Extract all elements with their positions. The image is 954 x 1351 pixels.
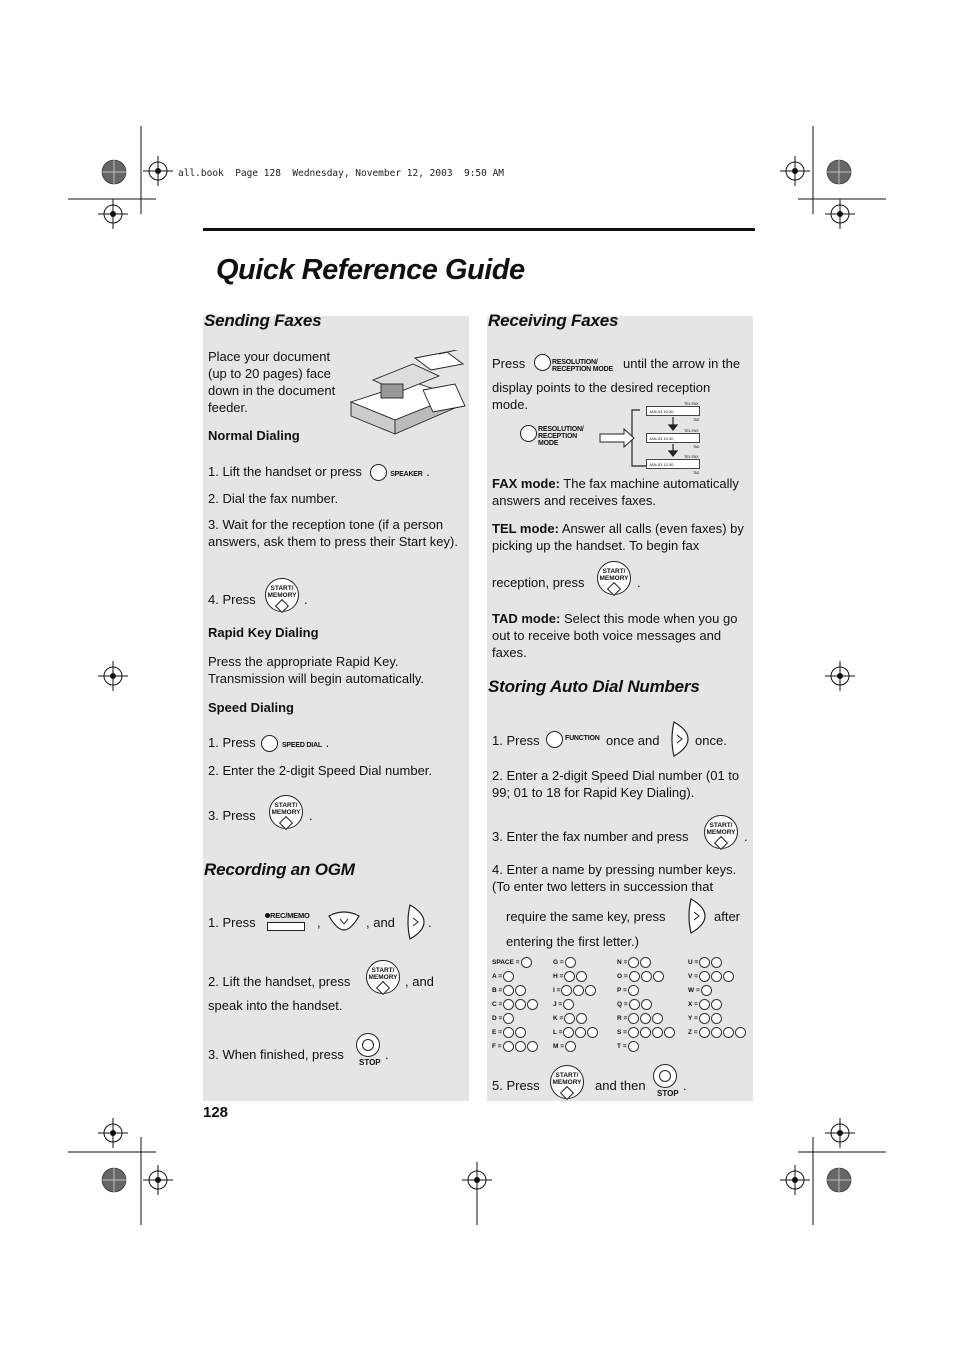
receiving-faxes-title: Receiving Faxes — [488, 311, 619, 330]
lcd-tad-3: TAD — [693, 471, 700, 475]
start-memory-button[interactable]: START/ MEMORY — [550, 1065, 584, 1099]
resolution-label: RESOLUTION/ RECEPTION MODE — [538, 426, 584, 447]
normal-step-2: 2. Dial the fax number. — [208, 491, 339, 506]
storing-step-4d: entering the first letter.) — [506, 934, 639, 949]
start-diamond-icon — [275, 599, 289, 613]
normal-step-1: 1. Lift the handset or press SPEAKER . — [208, 463, 430, 481]
storing-and-then: and then — [595, 1078, 646, 1093]
right-arrow-button[interactable] — [404, 903, 426, 941]
ogm-step-2b: , and — [405, 974, 434, 989]
speed-step-2: 2. Enter the 2-digit Speed Dial number. — [208, 763, 433, 778]
function-button[interactable] — [546, 731, 563, 748]
ogm-step-2a: 2. Lift the handset, press — [208, 974, 351, 989]
rapid-key-text: Press the appropriate Rapid Key. Transmission will begin automatically. — [208, 654, 425, 686]
fax-mode: FAX mode: The fax machine automatically answers and receives faxes. — [492, 476, 739, 508]
stop-label: STOP — [657, 1089, 679, 1098]
key-table-col-3: N = O = P = Q = R = S = T = — [617, 956, 675, 1054]
start-diamond-icon — [376, 981, 390, 995]
start-memory-button[interactable]: START/ MEMORY — [366, 960, 400, 994]
key-table-col-2: G = H = I = J = K = L = M = — [553, 956, 598, 1054]
normal-step-3: 3. Wait for the reception tone (if a person answers, ask them to press their Start key). — [208, 517, 458, 549]
title-rule — [203, 228, 755, 231]
receiving-press: Press — [492, 356, 526, 371]
storing-step-4b: require the same key, press — [506, 909, 666, 924]
storing-step-3: 3. Enter the fax number and press — [492, 829, 689, 844]
function-label: FUNCTION — [565, 735, 600, 742]
tad-mode: TAD mode: Select this mode when you go out to receive both voice messages and faxes. — [492, 611, 738, 660]
storing-step-1-press: 1. Press — [492, 733, 540, 748]
start-memory-button[interactable]: START/ MEMORY — [265, 578, 299, 612]
lcd-mode-2: TEL FAX — [684, 428, 699, 433]
rec-memo-button[interactable] — [265, 911, 310, 932]
ogm-step-2c: speak into the handset. — [208, 998, 343, 1013]
lcd-mode-1: TEL FAX — [684, 401, 699, 406]
stop-label: STOP — [359, 1058, 381, 1067]
storing-once-and: once and — [606, 733, 660, 748]
storing-auto-dial-title: Storing Auto Dial Numbers — [488, 677, 700, 696]
sending-faxes-title: Sending Faxes — [204, 311, 322, 330]
normal-dialing-title: Normal Dialing — [208, 428, 300, 443]
lcd-tad-1: TAD — [693, 418, 700, 422]
resolution-reception-button[interactable] — [520, 425, 537, 442]
sending-intro: Place your document (up to 20 pages) face down in the document feeder. — [208, 349, 336, 415]
storing-step-2: 2. Enter a 2-digit Speed Dial number (01 to 99; 01 to 18 for Rapid Key Dialing). — [492, 768, 740, 800]
rec-memo-label: REC/MEMO — [270, 911, 310, 920]
storing-step-4a: 4. Enter a name by pressing number keys. (To enter two letters in succession that — [492, 862, 737, 894]
resolution-reception-button[interactable] — [534, 354, 551, 371]
speed-dial-button[interactable] — [261, 735, 278, 752]
rapid-key-title: Rapid Key Dialing — [208, 625, 319, 640]
right-arrow-button[interactable] — [668, 720, 690, 758]
storing-step-4c: after — [714, 909, 741, 924]
stop-button[interactable] — [653, 1064, 677, 1088]
recording-ogm-title: Recording an OGM — [204, 860, 355, 879]
speaker-button[interactable] — [370, 464, 387, 481]
ogm-and: , and — [366, 915, 395, 930]
lcd-display-3: JAN-03 10:30 — [646, 459, 700, 469]
rec-dot-icon — [265, 913, 270, 918]
start-memory-button[interactable]: START/ MEMORY — [597, 561, 631, 595]
tel-mode: TEL mode: Answer all calls (even faxes) by picking up the handset. To begin fax — [492, 521, 744, 553]
storing-once: once. — [695, 733, 727, 748]
receiving-line2: display points to the desired reception mode. — [492, 380, 711, 412]
tel-mode-reception: reception, press — [492, 575, 585, 590]
right-arrow-button[interactable] — [685, 897, 707, 935]
speed-step-1: 1. Press SPEED DIAL . — [208, 734, 329, 752]
lcd-display-1: JAN-03 10:30 — [646, 406, 700, 416]
start-diamond-icon — [714, 836, 728, 850]
ogm-step-3: 3. When finished, press — [208, 1047, 344, 1062]
speed-dialing-title: Speed Dialing — [208, 700, 294, 715]
start-memory-button[interactable]: START/ MEMORY — [704, 815, 738, 849]
print-header: all.book Page 128 Wednesday, November 12, 2003 9:50 AM — [178, 168, 505, 179]
key-table-col-1: SPACE = A = B = C = D = E = F = — [492, 956, 538, 1054]
page-title: Quick Reference Guide — [216, 254, 525, 286]
lcd-mode-3: TEL FAX — [684, 454, 699, 459]
start-diamond-icon — [560, 1086, 574, 1100]
key-table-col-4: U = V = W = X = Y = Z = — [688, 956, 746, 1040]
start-memory-button[interactable]: START/ MEMORY — [269, 795, 303, 829]
speed-step-3: 3. Press — [208, 808, 256, 823]
normal-step-4: 4. Press — [208, 592, 256, 607]
lcd-display-2: JAN-03 10:30 — [646, 433, 700, 443]
stop-button[interactable] — [356, 1033, 380, 1057]
lcd-tad-2: TAD — [693, 445, 700, 449]
down-arrow-button[interactable] — [327, 910, 361, 932]
speed-dial-label: SPEED DIAL — [281, 742, 322, 749]
start-diamond-icon — [607, 582, 621, 596]
fax-machine-illustration — [343, 350, 468, 438]
page-number: 128 — [203, 1104, 229, 1121]
speaker-label: SPEAKER — [390, 471, 423, 478]
storing-step-5-press: 5. Press — [492, 1078, 540, 1093]
ogm-step-1-press: 1. Press — [208, 915, 256, 930]
resolution-label: RESOLUTION/ RECEPTION MODE — [552, 359, 613, 373]
start-diamond-icon — [279, 816, 293, 830]
receiving-until: until the arrow in the — [623, 356, 741, 371]
